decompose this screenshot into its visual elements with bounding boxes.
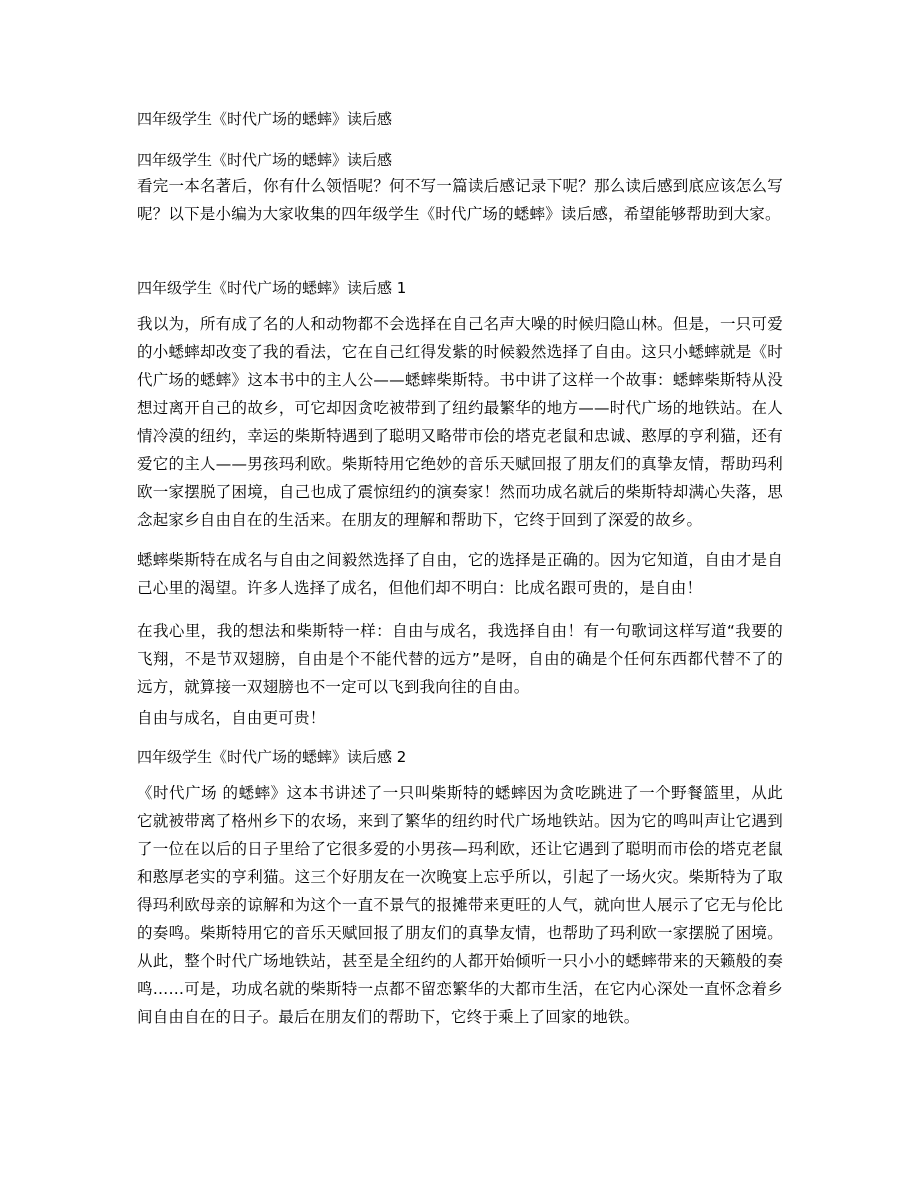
section-1-paragraph-3: 在我心里，我的想法和柴斯特一样：自由与成名，我选择自由！有一句歌词这样写道“我要的飞翔，不是节双翅膀，自由是个不能代替的远方”是呀，自由的确是个任何东西都代替不了的远方，就算接一双翅膀也不一定可以飞到我向往的自由。: [137, 622, 783, 696]
section-2-heading: 四年级学生《时代广场的蟋蟀》读后感 2: [137, 748, 407, 766]
section-1-paragraph-1: 我以为，所有成了名的人和动物都不会选择在自己名声大噪的时候归隐山林。但是，一只可爱的小蟋蟀却改变了我的看法，它在自己红得发紫的时候毅然选择了自由。这只小蟋蟀就是《时代广场的蟋蟀》这本书中的主人公——蟋蟀柴斯特。书中讲了这样一个故事：蟋蟀柴斯特从没想过离开自己的故乡，可它却因贪吃被带到了纽约最繁华的地方——时代广场的地铁站。在人情冷漠的纽约，幸运的柴斯特遇到了聪明又略带市侩的塔克老鼠和忠诚、憨厚的亨利猫，还有爱它的主人——男孩玛利欧。柴斯特用它绝妙的音乐天赋回报了朋友们的真挚友情，帮助玛利欧一家摆脱了困境，自己也成了震惊纽约的演奏家！然而功成名就后的柴斯特却满心失落，思念起家乡自由自在的生活来。在朋友的理解和帮助下，它终于回到了深爱的故乡。: [137, 315, 783, 529]
section-1-paragraph-2: 蟋蟀柴斯特在成名与自由之间毅然选择了自由，它的选择是正确的。因为它知道，自由才是自己心里的渴望。许多人选择了成名，但他们却不明白：比成名跟可贵的，是自由！: [137, 551, 783, 597]
document-title: 四年级学生《时代广场的蟋蟀》读后感: [137, 110, 393, 128]
section-1-heading: 四年级学生《时代广场的蟋蟀》读后感 1: [137, 279, 407, 297]
section-1-paragraph-4: 自由与成名，自由更可贵！: [137, 709, 326, 727]
section-2-paragraph-1: 《时代广场 的蟋蟀》这本书讲述了一只叫柴斯特的蟋蟀因为贪吃跳进了一个野餐篮里，从此它就被带离了格州乡下的农场，来到了繁华的纽约时代广场地铁站。因为它的鸣叫声让它遇到了一位在以后的日子里给了它很多爱的小男孩—玛利欧，还让它遇到了聪明而市侩的塔克老鼠和憨厚老实的亨利猫。这三个好朋友在一次晚宴上忘乎所以，引起了一场火灾。柴斯特为了取得玛利欧母亲的谅解和为这个一直不景气的报摊带来更旺的人气，就向世人展示了它无与伦比的奏鸣。柴斯特用它的音乐天赋回报了朋友们的真挚友情，也帮助了玛利欧一家摆脱了困境。从此，整个时代广场地铁站，甚至是全纽约的人都开始倾听一只小小的蟋蟀带来的天籁般的奏鸣……可是，功成名就的柴斯特一点都不留恋繁华的大都市生活，在它内心深处一直怀念着乡间自由自在的日子。最后在朋友们的帮助下，它终于乘上了回家的地铁。: [137, 784, 783, 1026]
intro-paragraph: 看完一本名著后，你有什么领悟呢？何不写一篇读后感记录下呢？那么读后感到底应该怎么写呢？以下是小编为大家收集的四年级学生《时代广场的蟋蟀》读后感，希望能够帮助到大家。: [137, 177, 783, 223]
document-subtitle: 四年级学生《时代广场的蟋蟀》读后感: [137, 151, 393, 169]
